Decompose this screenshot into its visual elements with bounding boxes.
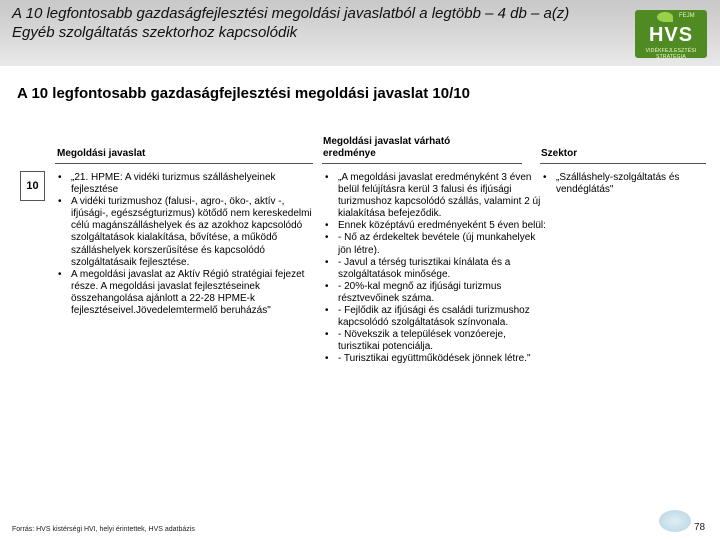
szektor-list	[540, 172, 710, 196]
slide-title: A 10 legfontosabb gazdaságfejlesztési megoldási javaslatból a legtöbb – 4 db – a(z) Egyéb szolgáltatás szektorhoz kapcsolódik	[12, 5, 570, 41]
list-item: • - Javul a térség turisztikai kínálata és a szolgáltatások minősége.	[322, 257, 546, 281]
javaslat-list	[55, 172, 317, 317]
hvs-logo	[635, 10, 707, 58]
list-item: • Ennek középtávú eredményeként 5 éven belül:	[322, 220, 546, 232]
column-header-javaslat: Megoldási javaslat	[57, 148, 146, 159]
list-item: • - Fejlődik az ifjúsági és családi turizmushoz kapcsolódó szolgáltatások színvonala.	[322, 305, 546, 329]
row-number-badge: 10	[20, 171, 45, 201]
list-item: • - Turisztikai együttműködések jönnek létre."	[322, 353, 546, 365]
header-rule-eredmeny	[322, 163, 522, 164]
header-rule-javaslat	[55, 163, 313, 164]
list-item: • A megoldási javaslat az Aktív Régió stratégiai fejezet része. A megoldási javaslat fejlesztéseinek összehangolása ajánlott a 22-28 HPME-k fejlesztéseivel.Jövedelemtermelő beruházás"	[55, 269, 317, 317]
list-item: • - 20%-kal megnő az ifjúsági turizmus résztvevőinek száma.	[322, 281, 546, 305]
eredmeny-list	[322, 172, 546, 366]
header-rule-szektor	[540, 163, 706, 164]
list-item: • - Nő az érdekeltek bevétele (új munkahelyek jön létre).	[322, 232, 546, 256]
footer-source: Forrás: HVS kistérségi HVI, helyi érintettek, HVS adatbázis	[12, 526, 195, 533]
list-item: • „21. HPME: A vidéki turizmus szálláshelyeinek fejlesztése	[55, 172, 317, 196]
logo-brand: HVS	[648, 24, 694, 46]
logo-top-text: FEJM	[679, 13, 695, 19]
leaf-icon	[657, 12, 673, 22]
section-subtitle: A 10 legfontosabb gazdaságfejlesztési megoldási javaslat 10/10	[17, 85, 470, 102]
seal-icon	[659, 510, 691, 532]
page-number: 78	[694, 522, 706, 533]
list-item: • A vidéki turizmushoz (falusi-, agro-, öko-, aktív -, ifjúsági-, egészségturizmus) kötődő nem kereskedelmi célú magánszálláshelyek és az azokhoz kapcsolódó szolgáltatások kialakítása, bővítése, a működő szálláshelyek korszerűsítése és kapcsolódó szolgáltatásaik fejlesztése.	[55, 196, 317, 269]
list-item: • „A megoldási javaslat eredményként 3 éven belül felújításra kerül 3 falusi és ifjúsági turizmushoz kapcsolódó szállás, valamint 2 új kialakítása befejeződik.	[322, 172, 546, 220]
logo-bottom-text: VIDÉKFEJLESZTÉSI STRATÉGIA	[645, 48, 697, 60]
list-item: • „Szálláshely-szolgáltatás és vendéglátás"	[540, 172, 710, 196]
column-header-eredmeny: Megoldási javaslat várható eredménye	[323, 136, 451, 159]
column-header-szektor: Szektor	[541, 148, 578, 159]
list-item: • - Növekszik a települések vonzóereje, turisztikai potenciálja.	[322, 329, 546, 353]
